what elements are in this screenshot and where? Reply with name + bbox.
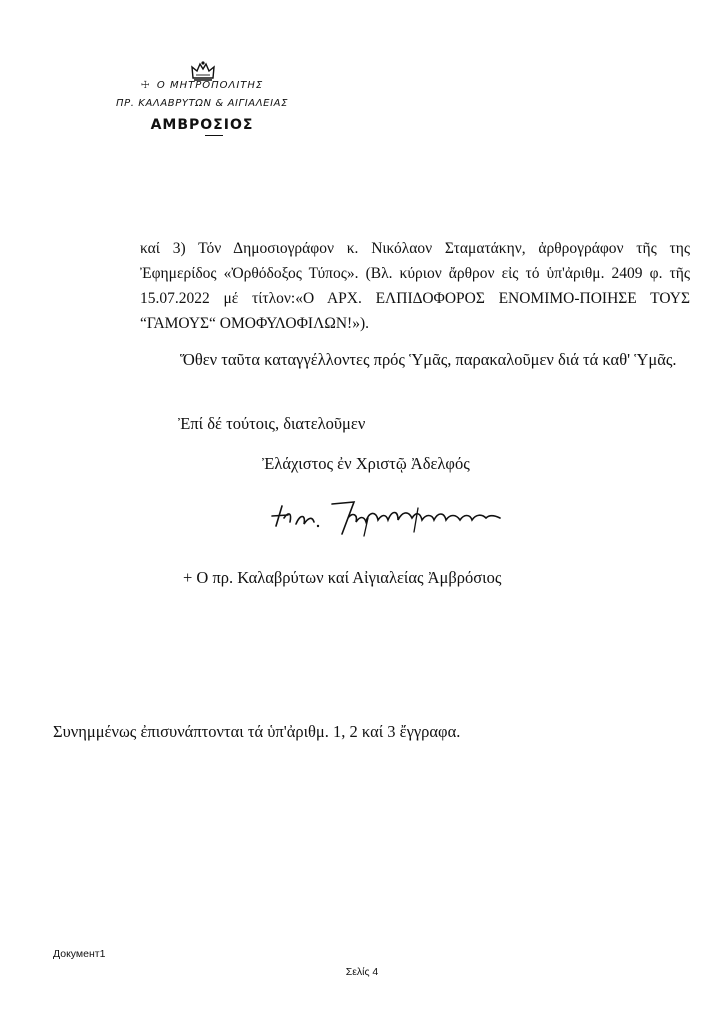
closing-salutation: Ἐλάχιστος ἐν Χριστῷ Ἀδελφός — [262, 454, 470, 473]
signatory-name: + Ο πρ. Καλαβρύτων καί Αἰγιαλείας Ἀμβρόσιος — [183, 568, 502, 587]
paragraph-request: Ὅθεν ταῦτα καταγγέλλοντες πρός Ὑμᾶς, παρακαλοῦμεν διά τά καθ' Ὑμᾶς. — [180, 350, 677, 369]
closing-phrase: Ἐπί δέ τούτοις, διατελοῦμεν — [178, 414, 366, 433]
paragraph-recipient: καί 3) Τόν Δημοσιογράφον κ. Νικόλαον Σταματάκην, ἀρθρογράφον τῆς της Ἐφημερίδος «Ὀρθόδοξος Τύπος». (Βλ. κύριον ἄρθρον εἰς τό ὑπ'ἀριθμ. 2409 φ. τῆς 15.07.2022 μέ τίτλον:«Ο ΑΡΧ. ΕΛΠΙΔΟΦΟΡΟΣ ΕΝΟΜΙΜΟ-ΠΟΙΗΣΕ ΤΟΥΣ “ΓΑΜΟΥΣ“ ΟΜΟΦΥΛΟΦΙΛΩΝ!»). — [140, 240, 690, 332]
footer-page-number: Σελίς 4 — [345, 966, 379, 978]
handwritten-signature — [268, 488, 518, 548]
attachments-note: Συνημμένως ἐπισυνάπτονται τά ὑπ'ἀριθμ. 1, 2 καί 3 ἔγγραφα. — [53, 722, 461, 741]
letterhead — [82, 60, 312, 145]
footer-document-name: Документ1 — [53, 948, 106, 960]
letterhead-underline — [205, 135, 223, 136]
letterhead-name: ΑΜΒΡΟΣΙΟΣ — [150, 117, 254, 133]
crown-icon — [190, 60, 216, 82]
cross-icon: ☩ — [140, 80, 151, 91]
letterhead-line1: Ο ΜΗΤΡΟΠΟΛΙΤΗΣ — [156, 80, 264, 91]
letterhead-title — [82, 80, 322, 91]
letterhead-see: ΠΡ. ΚΑΛΑΒΡΥΤΩΝ & ΑΙΓΙΑΛΕΙΑΣ — [116, 98, 288, 109]
